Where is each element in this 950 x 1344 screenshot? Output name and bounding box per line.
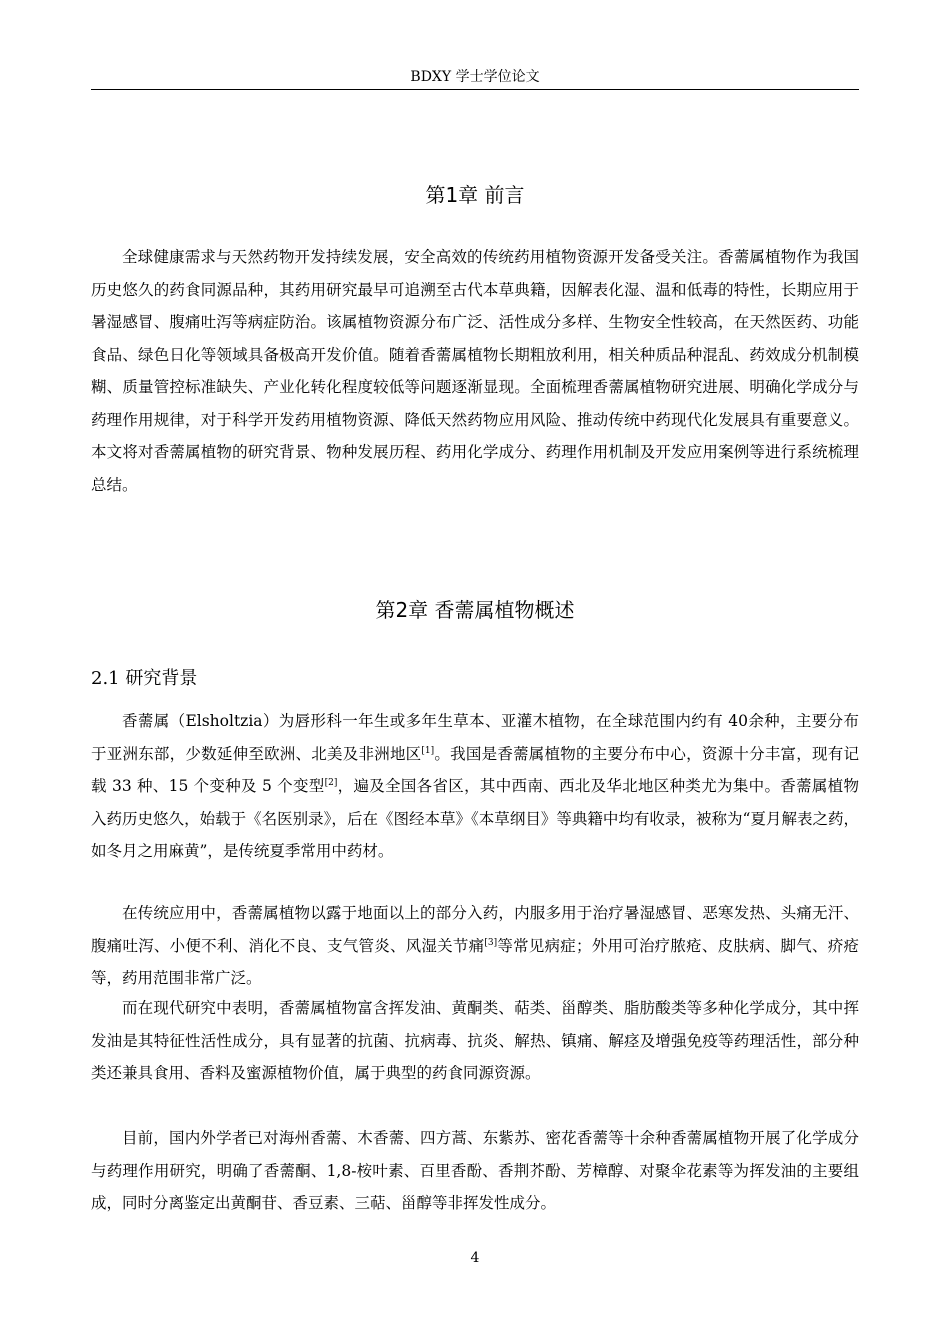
running-header: BDXY 学士学位论文 bbox=[410, 69, 540, 85]
chapter-2-title: 第2章 香薷属植物概述 bbox=[375, 598, 575, 622]
page-number: 4 bbox=[470, 1250, 480, 1266]
chapter-1-title: 第1章 前言 bbox=[425, 183, 525, 207]
paragraph-text: ，遍及全国各省区，其中西南、西北及华北地区种类尤为集中。香薷属植物入药历史悠久，始载于《名医别录》，后在《图经本草》《本草纲目》等典籍中均有收录，被称为“夏月解表之药，如冬月之用麻黄”，是传统夏季常用中药材。 bbox=[91, 777, 859, 860]
citation-2[interactable]: [2] bbox=[324, 777, 338, 788]
paragraph-text: 等常见病症；外用可治疗脓疮、皮肤病、脚气、疥疮等，药用范围非常广泛。 bbox=[91, 936, 859, 987]
citation-1[interactable]: [1] bbox=[421, 745, 435, 756]
section-2-1-paragraph-2 bbox=[91, 897, 859, 995]
paragraph-text: 在传统应用中，香薷属植物以露于地面以上的部分入药，内服多用于治疗暑湿感冒、恶寒发热、头痛无汗、腹痛吐泻、小便不利、消化不良、支气管炎、风湿关节痛 bbox=[91, 904, 859, 955]
section-2-1-paragraph-1 bbox=[91, 705, 859, 868]
citation-3[interactable]: [3] bbox=[484, 937, 498, 948]
paragraph-text: 香薷属（Elsholtzia）为唇形科一年生或多年生草本、亚灌木植物，在全球范围内约有 40余种，主要分布于亚洲东部，少数延伸至欧洲、北美及非洲地区 bbox=[91, 712, 859, 763]
chapter-1-paragraph: 全球健康需求与天然药物开发持续发展，安全高效的传统药用植物资源开发备受关注。香薷属植物作为我国历史悠久的药食同源品种，其药用研究最早可追溯至古代本草典籍，因解表化湿、温和低毒的特性，长期应用于暑湿感冒、腹痛吐泻等病症防治。该属植物资源分布广泛、活性成分多样、生物安全性较高，在天然医药、功能食品、绿色日化等领域具备极高开发价值。随着香薷属植物长期粗放利用，相关种质品种混乱、药效成分机制模糊、质量管控标准缺失、产业化转化程度较低等问题逐渐显现。全面梳理香薷属植物研究进展、明确化学成分与药理作用规律，对于科学开发药用植物资源、降低天然药物应用风险、推动传统中药现代化发展具有重要意义。本文将对香薷属植物的研究背景、物种发展历程、药用化学成分、药理作用机制及开发应用案例等进行系统梳理总结。 bbox=[91, 248, 859, 494]
section-2-1-paragraph-4: 目前，国内外学者已对海州香薷、木香薷、四方蒿、东紫苏、密花香薷等十余种香薷属植物开展了化学成分与药理作用研究，明确了香薷酮、1,8-桉叶素、百里香酚、香荆芥酚、芳樟醇、对聚伞花素等为挥发油的主要组成，同时分离鉴定出黄酮苷、香豆素、三萜、甾醇等非挥发性成分。 bbox=[91, 1129, 859, 1212]
header-rule bbox=[91, 89, 859, 90]
section-2-1-paragraph-3: 而在现代研究中表明，香薷属植物富含挥发油、黄酮类、萜类、甾醇类、脂肪酸类等多种化学成分，其中挥发油是其特征性活性成分，具有显著的抗菌、抗病毒、抗炎、解热、镇痛、解痉及增强免疫等药理活性，部分种类还兼具食用、香料及蜜源植物价值，属于典型的药食同源资源。 bbox=[91, 999, 859, 1082]
paragraph-text: 。我国是香薷属植物的主要分布中心，资源十分丰富，现有记载 33 种、15 个变种及 5 个变型 bbox=[91, 744, 859, 795]
section-2-1-title: 2.1 研究背景 bbox=[91, 668, 198, 689]
